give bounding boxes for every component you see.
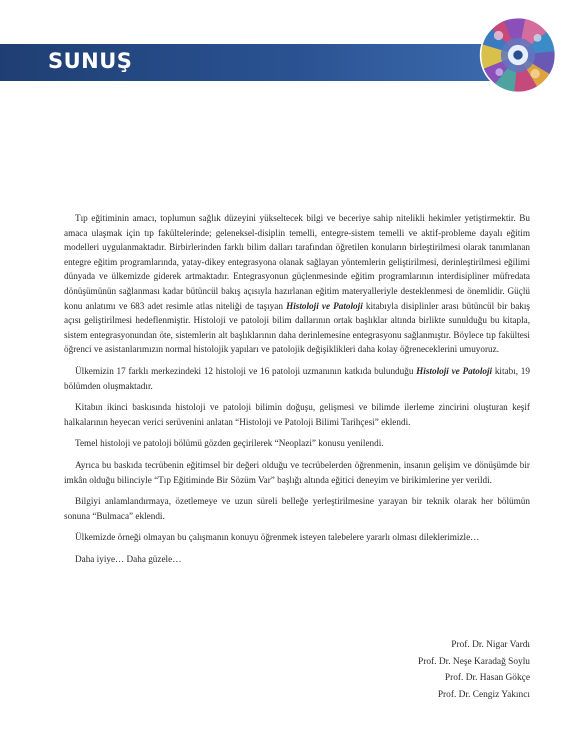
- paragraph: Temel histoloji ve patoloji bölümü gözden geçirilerek “Neoplazi” konusu yenilendi.: [75, 438, 384, 449]
- paragraph: Kitabın ikinci baskısında histoloji ve patoloji bilimin doğuşu, gelişmesi ve bilimde ilerleme zincirini oluşturan keşif halkalarının heyecan verici serüvenini anlatan “Histoloji ve Patoloji Bilimi Tarihçesi” eklendi.: [64, 402, 530, 427]
- signature-block: [418, 637, 530, 703]
- paragraph: Ayrıca bu baskıda tecrübenin eğitimsel bir değeri olduğu ve tecrübelerden öğrenmenin, insanın gelişim ve dönüşümde bir imkân olduğu bilinciyle “Tıp Eğitiminde Bir Sözüm Var” başlığı altında eğitici deneyim ve birikimlerine yer verildi.: [64, 459, 530, 485]
- signature-name: Prof. Dr. Nigar Vardı: [451, 640, 530, 650]
- paragraph: Ülkemizde örneği olmayan bu çalışmanın konuyu öğrenmek isteyen talebelere yararlı olması dileklerimizle…: [75, 532, 480, 543]
- paragraph: Ülkemizin 17 farklı merkezindeki 12 histoloji ve 16 patoloji uzmanının katkıda bulunduğu Histoloji ve Patoloji kitabı, 19 bölümden oluşmaktadır.: [64, 365, 530, 391]
- paragraph: Bilgiyi anlamlandırmaya, özetlemeye ve uzun süreli belleğe yerleştirilmesine yarayan bir teknik olarak her bölümün sonuna “Bulmaca” eklendi.: [64, 496, 530, 521]
- paragraph: Daha iyiye… Daha güzele…: [75, 553, 182, 564]
- signature-name: Prof. Dr. Cengiz Yakıncı: [437, 689, 530, 700]
- page-title: SUNUŞ: [48, 49, 133, 73]
- stained-glass-logo-icon: [479, 16, 557, 94]
- signature-name: Prof. Dr. Neşe Karadağ Soylu: [418, 656, 530, 667]
- signature-name: Prof. Dr. Hasan Gökçe: [444, 673, 530, 683]
- paragraph: Tıp eğitiminin amacı, toplumun sağlık düzeyini yükseltecek bilgi ve beceriye sahip nitelikli hekimler yetiştirmektir. Bu amaca ulaşmak için tıp fakültelerinde; geleneksel-disiplin temelli, entegre-sistem temelli ve aktif-probleme dayalı eğitim modelleri uygulanmaktadır. Birbirlerinden farklı bilim dalları tarafından öğretilen konuların birleştirilmesi olarak tanımlanan entegre eğitim programlarında, yatay-dikey entegrasyona olanak sağlayan yöntemlerin geliştirilmesi, derinleştirilmesi eğilimi dünyada ve ülkemizde giderek artmaktadır. Entegrasyonun güçlenmesinde eğitim programlarının interdisipliner müfredata dönüşümünün sağlanması kadar bütüncül bakış açısıyla hazırlanan eğitim materyalleriyle desteklenmesi de önemlidir. Güçlü konu anlatımı ve 683 adet resimle atlas niteliği de taşıyan Histoloji ve Patoloji kitabıyla disiplinler arası bütüncül bir bakış açısı geliştirilmesi hedeflenmiştir. Histoloji ve patoloji bilim dallarının ortak başlıklar altında birlikte sunulduğu bu kitapla, sistem entegrasyonundan öte, sistemlerin alt başlıklarının daha derinlemesine entegrasyonu sağlanmıştır. Böylece tıp fakültesi öğrenci ve asistanlarımızın normal histolojik yapıları ve patolojik değişiklikleri daha kolay öğreneceklerini umuyoruz.: [64, 213, 531, 355]
- body-text: [64, 211, 530, 573]
